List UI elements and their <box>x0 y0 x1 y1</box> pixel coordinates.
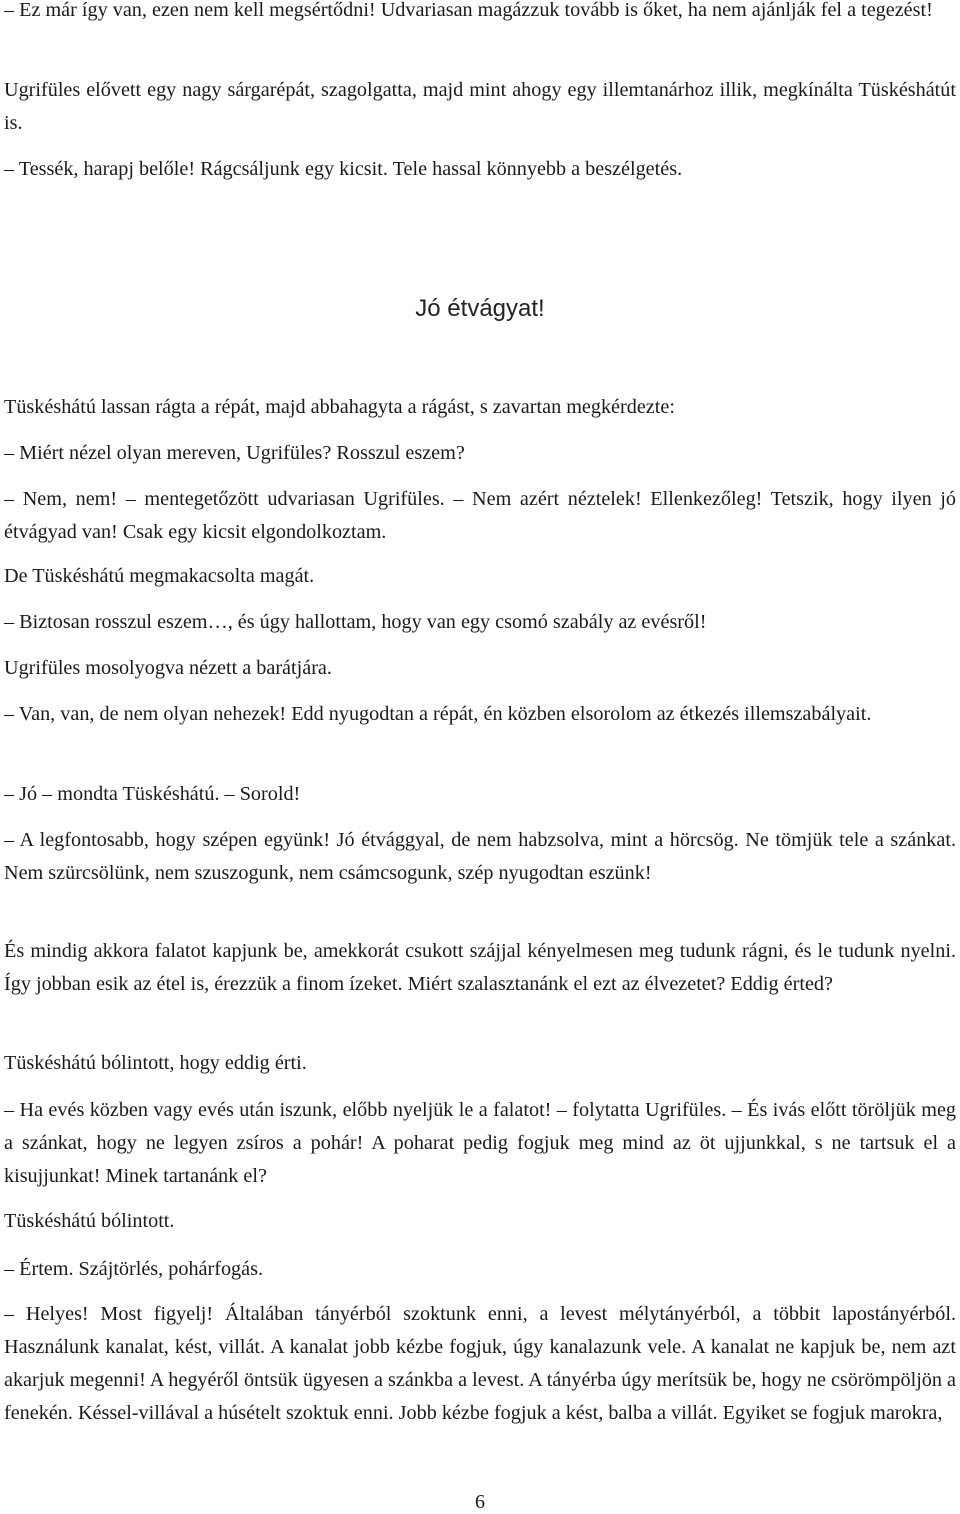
paragraph: – Jó – mondta Tüskéshátú. – Sorold! <box>4 783 301 805</box>
paragraph: De Tüskéshátú megmakacsolta magát. <box>4 565 315 587</box>
paragraph: És mindig akkora falatot kapjunk be, amekkorát csukott szájjal kényelmesen meg tudunk rágni, és le tudunk nyelni. Így jobban esik az étel is, érezzük a finom ízeket. Miért szalasztanánk el ezt az élvezetet? Eddig érted? <box>4 940 956 995</box>
paragraph: – A legfontosabb, hogy szépen együnk! Jó étvággyal, de nem habzsolva, mint a hörcsög. Ne tömjük tele a szánkat. Nem szürcsölünk, nem szuszogunk, nem csámcsogunk, szép nyugodtan eszünk! <box>4 829 956 884</box>
paragraph: Ugrifüles mosolyogva nézett a barátjára. <box>4 657 332 679</box>
paragraph: Tüskéshátú bólintott. <box>4 1210 175 1232</box>
page-number: 6 <box>475 1491 485 1513</box>
paragraph: Ugrifüles elővett egy nagy sárgarépát, szagolgatta, majd mint ahogy egy illemtanárhoz illik, megkínálta Tüskéshátút is. <box>4 79 956 134</box>
paragraph: – Tessék, harapj belőle! Rágcsáljunk egy kicsit. Tele hassal könnyebb a beszélgetés. <box>4 158 683 180</box>
paragraph: Tüskéshátú bólintott, hogy eddig érti. <box>4 1052 307 1074</box>
paragraph: Tüskéshátú lassan rágta a répát, majd abbahagyta a rágást, s zavartan megkérdezte: <box>4 396 675 418</box>
paragraph: – Nem, nem! – mentegetőzött udvariasan Ugrifüles. – Nem azért néztelek! Ellenkezőleg! Tetszik, hogy ilyen jó étvágyad van! Csak egy kicsit elgondolkoztam. <box>4 488 956 543</box>
paragraph: – Van, van, de nem olyan nehezek! Edd nyugodtan a répát, én közben elsorolom az étkezés illemszabályait. <box>4 703 872 725</box>
paragraph: – Helyes! Most figyelj! Általában tányérból szoktunk enni, a levest mélytányérból, a többit lapostányérból. Használunk kanalat, kést, villát. A kanalat jobb kézbe fogjuk, úgy kanalazunk vele. A kanalat ne kapjuk be, nem azt akarjuk megenni! A hegyéről öntsük ügyesen a szánkba a levest. A tányérba úgy merítsük be, hogy ne csörömpöljön a fenekén. Késsel-villával a húsételt szoktuk enni. Jobb kézbe fogjuk a kést, balba a villát. Egyiket se fogjuk marokra, <box>4 1303 956 1424</box>
paragraph: – Ez már így van, ezen nem kell megsértődni! Udvariasan magázzuk tovább is őket, ha nem ajánlják fel a tegezést! <box>4 0 933 21</box>
paragraph: – Értem. Szájtörlés, pohárfogás. <box>4 1258 263 1280</box>
paragraph: – Biztosan rosszul eszem…, és úgy hallottam, hogy van egy csomó szabály az evésről! <box>4 611 707 633</box>
section-heading: Jó étvágyat! <box>415 295 545 322</box>
paragraph: – Miért nézel olyan mereven, Ugrifüles? Rosszul eszem? <box>4 442 465 464</box>
paragraph: – Ha evés közben vagy evés után iszunk, előbb nyeljük le a falatot! – folytatta Ugrifüles. – És ivás előtt töröljük meg a szánkat, hogy ne legyen zsíros a pohár! A poharat pedig fogjuk meg mind az öt ujjunkkal, s ne tartsuk el a kisujjunkat! Minek tartanánk el? <box>4 1099 956 1187</box>
